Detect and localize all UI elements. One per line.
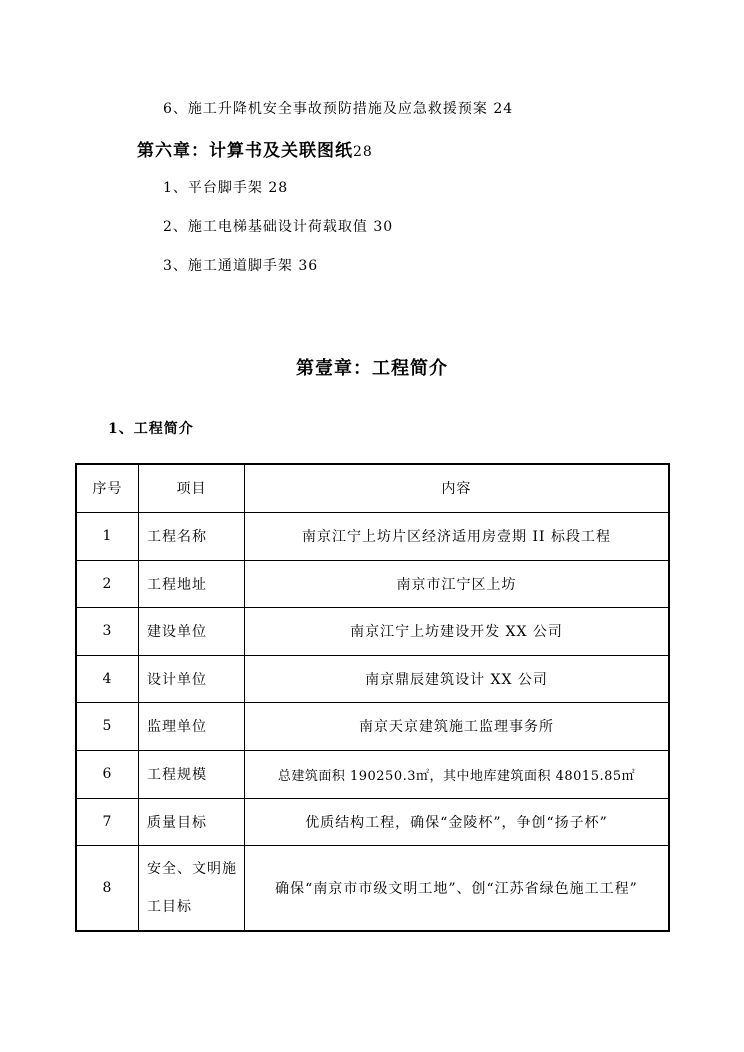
toc-item-3: 3、施工通道脚手架 36 bbox=[163, 258, 319, 274]
row-item-line: 工目标 bbox=[147, 898, 192, 915]
table-row bbox=[76, 655, 669, 702]
section-title: 1、工程简介 bbox=[108, 421, 194, 437]
toc-chapter-6-label: 第六章：计算书及关联图纸 bbox=[137, 141, 353, 161]
row-item: 工程规模 bbox=[139, 750, 245, 798]
row-content: 南京天京建筑施工监理事务所 bbox=[245, 702, 670, 750]
row-item: 监理单位 bbox=[139, 702, 245, 750]
row-no: 5 bbox=[76, 702, 139, 750]
row-content: 南京江宁上坊片区经济适用房壹期 II 标段工程 bbox=[245, 512, 670, 560]
row-item: 质量目标 bbox=[139, 798, 245, 845]
chapter-title: 第壹章：工程简介 bbox=[296, 358, 448, 379]
table-row bbox=[76, 750, 669, 798]
project-info-table bbox=[75, 463, 670, 932]
row-content: 确保“南京市市级文明工地”、创“江苏省绿色施工工程” bbox=[245, 845, 670, 931]
table-row bbox=[76, 560, 669, 607]
row-item bbox=[139, 845, 245, 931]
header-item: 项目 bbox=[139, 464, 245, 512]
table-row bbox=[76, 607, 669, 655]
table-row bbox=[76, 512, 669, 560]
row-content: 南京鼎辰建筑设计 XX 公司 bbox=[245, 655, 670, 702]
toc-item-1: 1、平台脚手架 28 bbox=[163, 180, 289, 196]
table-header-row bbox=[76, 464, 669, 512]
row-no: 2 bbox=[76, 560, 139, 607]
row-content: 南京市江宁区上坊 bbox=[245, 560, 670, 607]
toc-item-2: 2、施工电梯基础设计荷载取值 30 bbox=[163, 219, 394, 235]
table-row bbox=[76, 798, 669, 845]
row-content: 优质结构工程，确保“金陵杯”，争创“扬子杯” bbox=[245, 798, 670, 845]
header-no: 序号 bbox=[76, 464, 139, 512]
table-row bbox=[76, 845, 669, 931]
row-no: 1 bbox=[76, 512, 139, 560]
row-item: 工程名称 bbox=[139, 512, 245, 560]
toc-item-6: 6、施工升降机安全事故预防措施及应急救援预案 24 bbox=[163, 101, 514, 117]
row-no: 7 bbox=[76, 798, 139, 845]
row-content: 南京江宁上坊建设开发 XX 公司 bbox=[245, 607, 670, 655]
header-content: 内容 bbox=[245, 464, 670, 512]
row-no: 4 bbox=[76, 655, 139, 702]
table-row bbox=[76, 702, 669, 750]
toc-chapter-6 bbox=[137, 136, 373, 161]
row-item: 建设单位 bbox=[139, 607, 245, 655]
row-item-line: 安全、文明施 bbox=[147, 860, 237, 877]
row-item: 设计单位 bbox=[139, 655, 245, 702]
row-no: 6 bbox=[76, 750, 139, 798]
row-item: 工程地址 bbox=[139, 560, 245, 607]
row-no: 3 bbox=[76, 607, 139, 655]
toc-chapter-6-page: 28 bbox=[353, 144, 373, 160]
row-no: 8 bbox=[76, 845, 139, 931]
row-content: 总建筑面积 190250.3㎡，其中地库建筑面积 48015.85㎡ bbox=[245, 750, 670, 798]
